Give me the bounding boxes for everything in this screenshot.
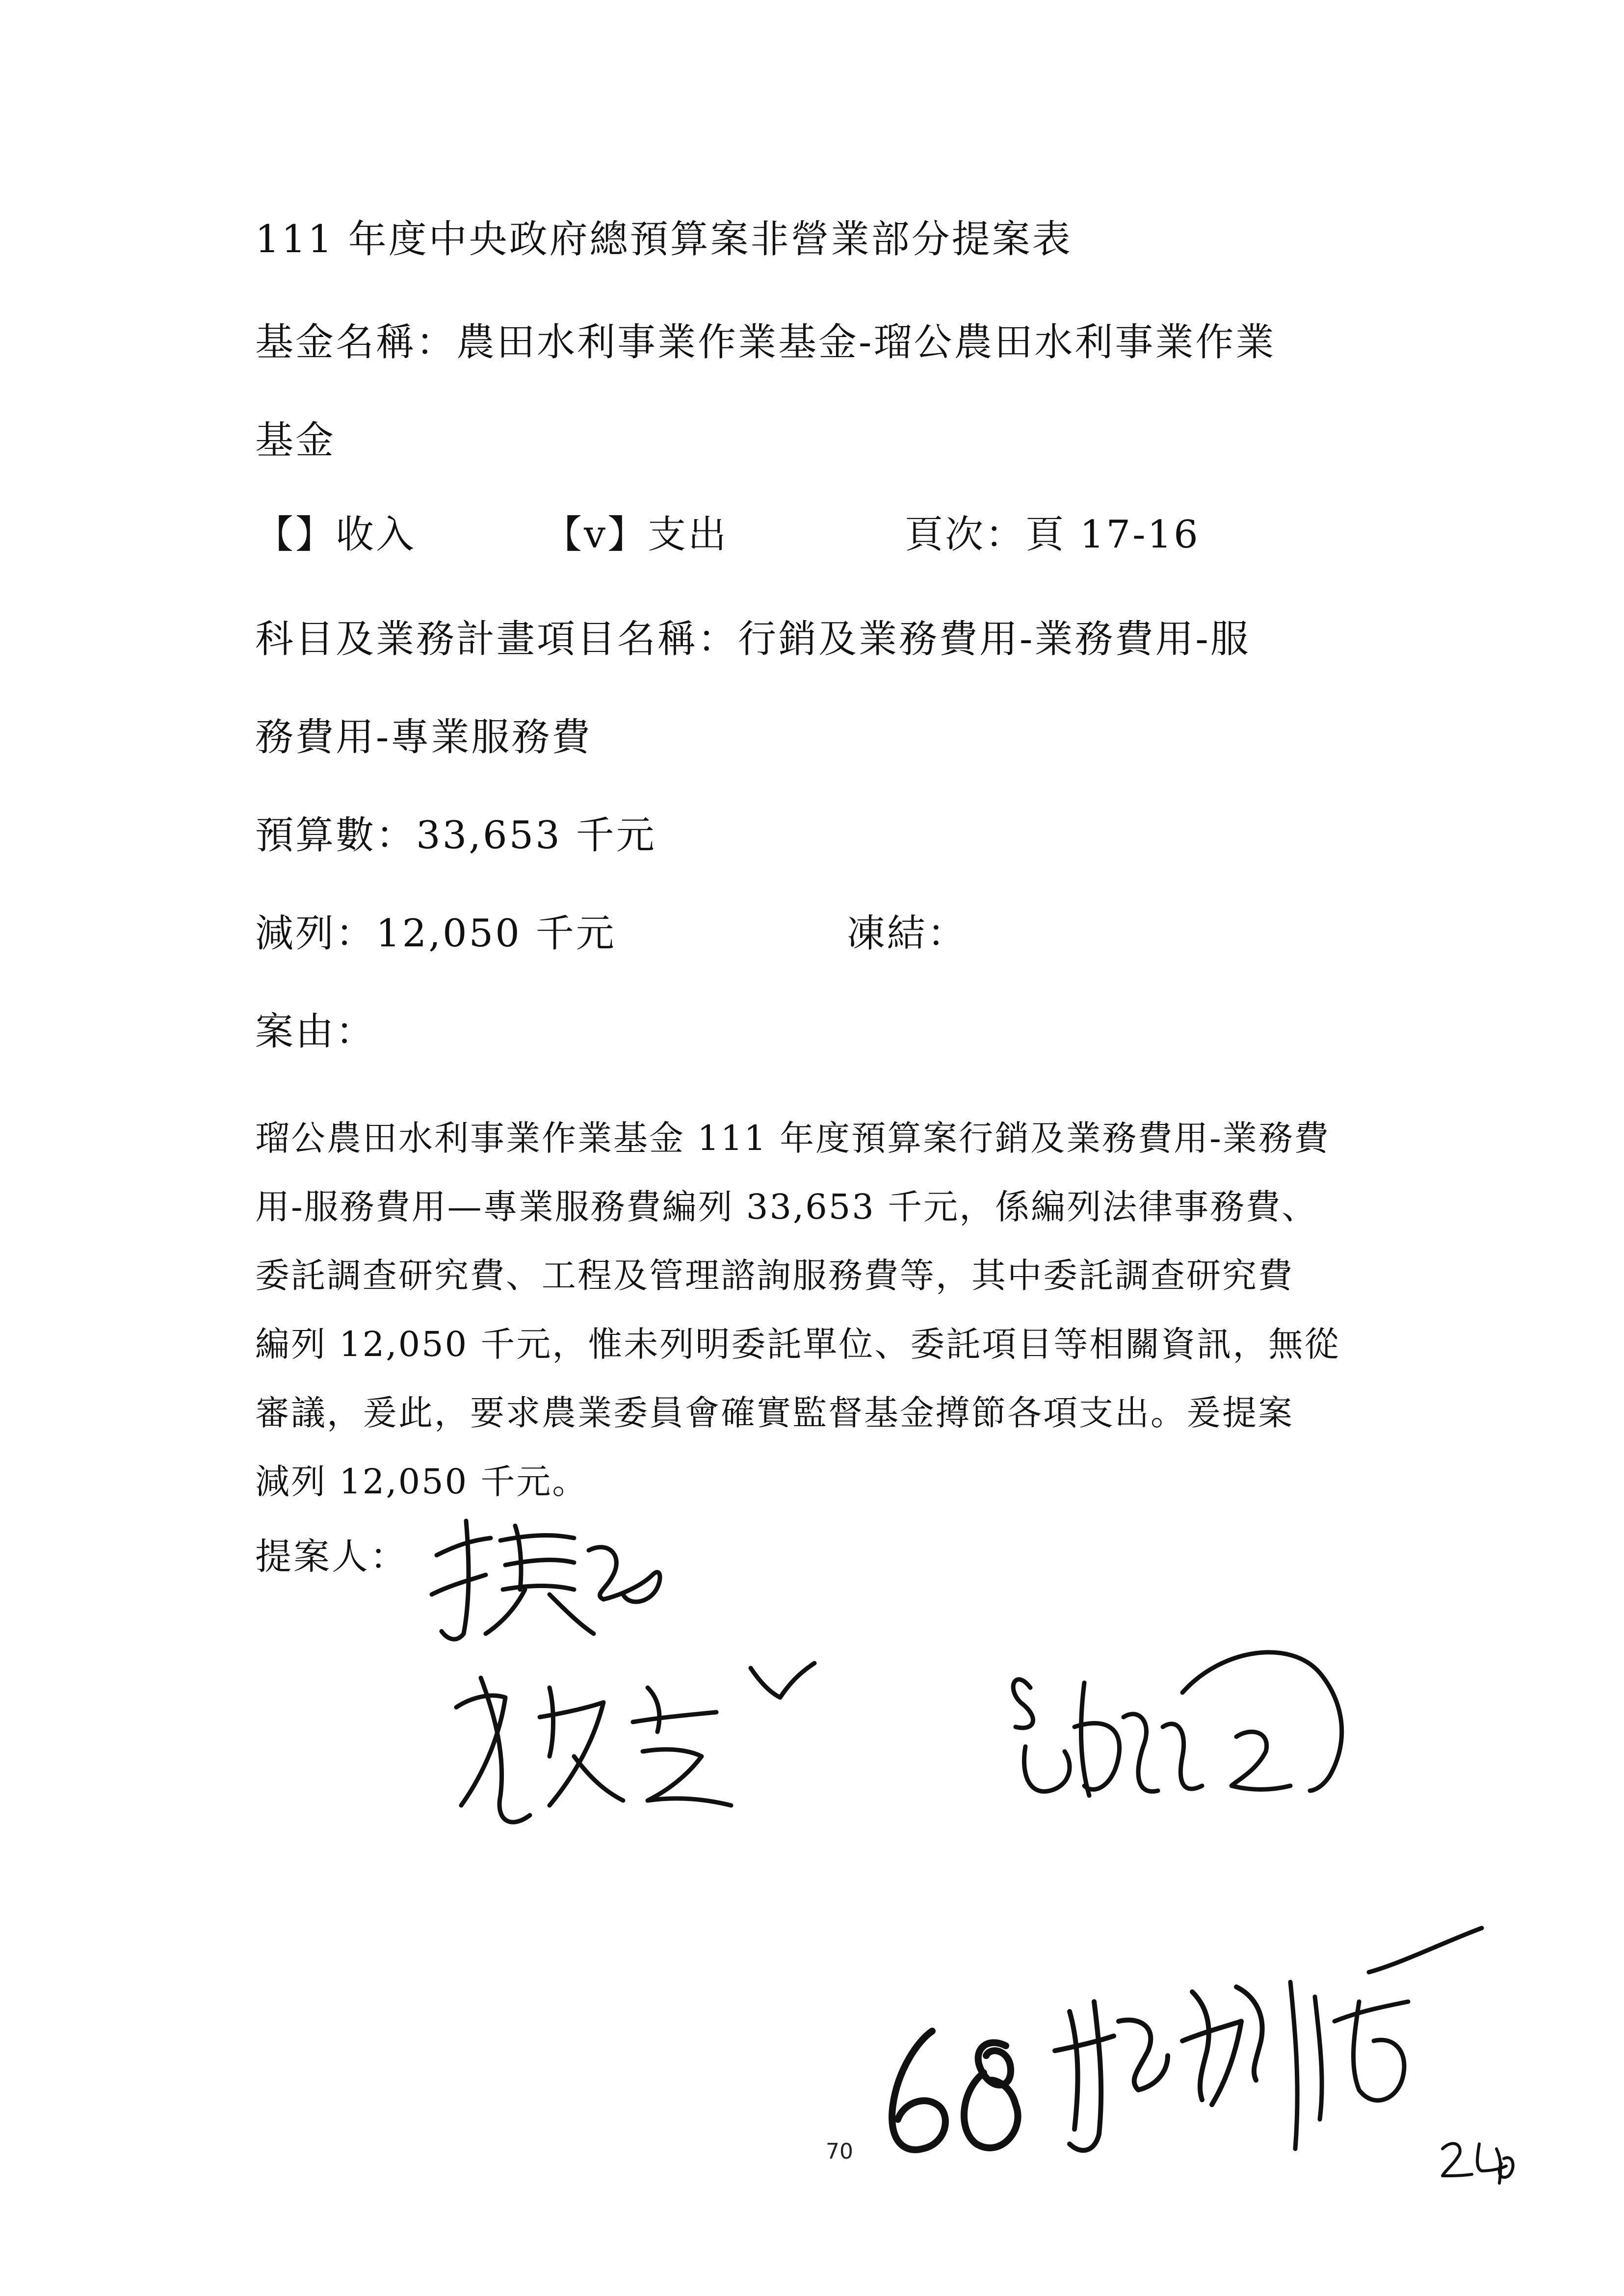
page-number: 70 <box>826 2139 853 2164</box>
page-reference: 頁次：頁 17-16 <box>905 513 1200 557</box>
reason-line: 編列 12,050 千元，惟未列明委託單位、委託項目等相關資訊，無從 <box>255 1324 1340 1364</box>
reason-line: 用-服務費用—專業服務費編列 33,653 千元，係編列法律事務費、 <box>255 1187 1318 1227</box>
reason-line: 減列 12,050 千元。 <box>255 1461 588 1502</box>
reason-line: 審議，爰此，要求農業委員會確實監督基金撙節各項支出。爰提案 <box>255 1393 1294 1433</box>
budget-amount: 預算數：33,653 千元 <box>255 813 656 858</box>
signature-2 <box>427 1658 829 1845</box>
fund-name-line-2: 基金 <box>255 418 336 463</box>
signature-3 <box>976 1629 1359 1845</box>
item-name-line-2: 務費用-專業服務費 <box>255 715 592 759</box>
form-title: 111 年度中央政府總預算案非營業部分提案表 <box>255 217 1073 261</box>
signature-1 <box>417 1511 682 1658</box>
freeze-label: 凍結： <box>846 912 968 956</box>
item-name-line-1: 科目及業務計畫項目名稱：行銷及業務費用-業務費用-服 <box>255 617 1251 661</box>
reason-line: 瑠公農田水利事業作業基金 111 年度預算案行銷及業務費用-業務費 <box>255 1118 1330 1158</box>
expense-checkbox-label: 【v】支出 <box>544 513 729 557</box>
reason-label: 案由： <box>255 1010 376 1054</box>
income-checkbox-label: 【】收入 <box>255 513 417 557</box>
reason-text <box>255 1104 1398 1516</box>
reduction-amount: 減列：12,050 千元 <box>255 912 616 956</box>
proposer-label: 提案人： <box>255 1536 408 1578</box>
type-row <box>255 511 1200 558</box>
handwritten-number-and-signature <box>864 1923 1516 2218</box>
reduction-row <box>255 910 968 957</box>
reason-line: 委託調查研究費、工程及管理諮詢服務費等，其中委託調查研究費 <box>255 1255 1294 1296</box>
fund-name-line-1: 基金名稱：農田水利事業作業基金-瑠公農田水利事業作業 <box>255 320 1276 365</box>
